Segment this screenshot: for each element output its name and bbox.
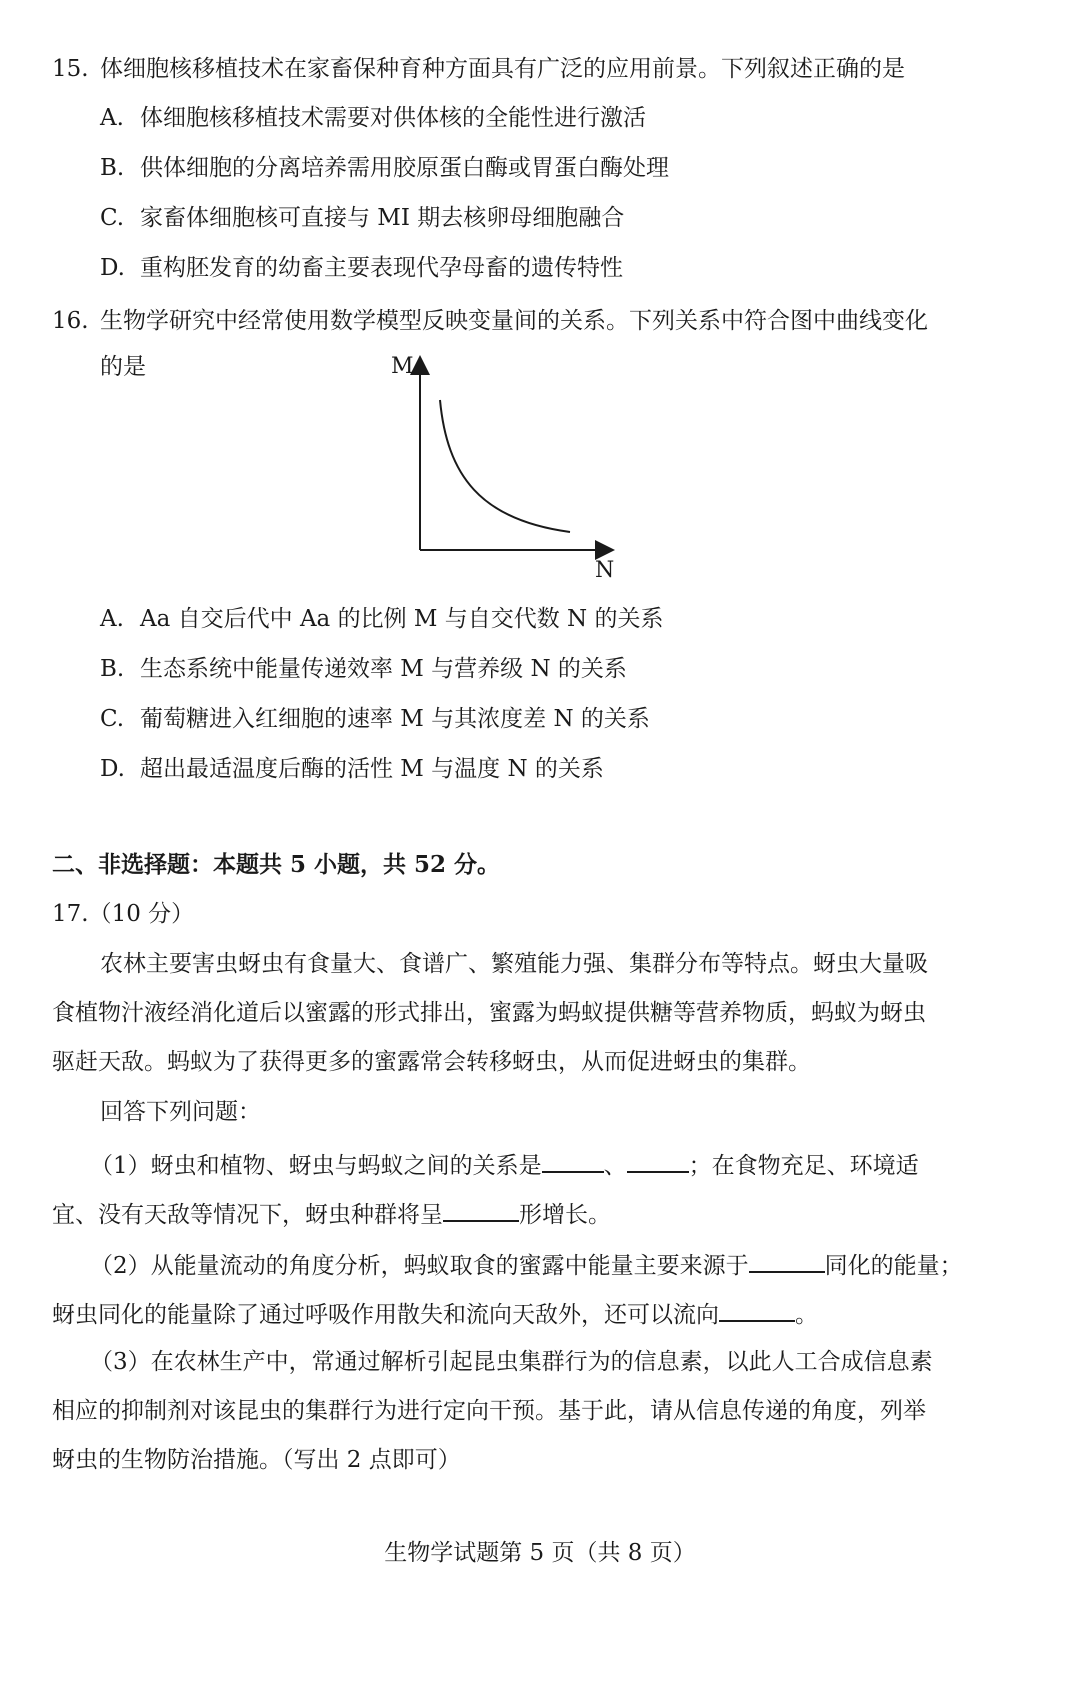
question-header: 17.（10 分） [52, 901, 195, 927]
option-text: 超出最适温度后酶的活性 M 与温度 N 的关系 [140, 756, 604, 782]
sub-question-2-line-1 [90, 1251, 963, 1278]
sub-question-1-line-1 [90, 1151, 919, 1178]
question-stem: 体细胞核移植技术在家畜保种育种方面具有广泛的应用前景。下列叙述正确的是 [100, 56, 905, 82]
sub-question-text: （2）从能量流动的角度分析，蚂蚁取食的蜜露中能量主要来源于 [90, 1253, 749, 1279]
sub-question-3-line-3: 蚜虫的生物防治措施。（写出 2 点即可） [52, 1447, 461, 1473]
option-text: 重构胚发育的幼畜主要表现代孕母畜的遗传特性 [140, 255, 623, 281]
paragraph-line: 农林主要害虫蚜虫有食量大、食谱广、繁殖能力强、集群分布等特点。蚜虫大量吸 [100, 951, 928, 977]
option-key: B. [100, 656, 125, 682]
sub-question-text: 宜、没有天敌等情况下，蚜虫种群将呈 [52, 1202, 443, 1228]
answer-prompt: 回答下列问题： [100, 1099, 261, 1125]
answer-blank[interactable] [627, 1151, 689, 1173]
decay-curve [440, 400, 570, 532]
option-text: 生态系统中能量传递效率 M 与营养级 N 的关系 [140, 656, 627, 682]
option-key: D. [100, 255, 125, 281]
sub-question-text: ；在食物充足、环境适 [688, 1153, 919, 1179]
x-axis-label: N [595, 558, 615, 583]
option-key: D. [100, 756, 125, 782]
answer-blank[interactable] [542, 1151, 604, 1173]
option-text: 体细胞核移植技术需要对供体核的全能性进行激活 [140, 105, 646, 131]
sub-question-text: 蚜虫同化的能量除了通过呼吸作用散失和流向天敌外，还可以流向 [52, 1302, 719, 1328]
answer-blank[interactable] [749, 1251, 825, 1273]
paragraph-line: 食植物汁液经消化道后以蜜露的形式排出，蜜露为蚂蚁提供糖等营养物质，蚂蚁为蚜虫 [52, 1000, 926, 1026]
sub-question-text: 形增长。 [519, 1202, 611, 1228]
option-key: A. [100, 105, 124, 131]
sub-question-text: （1）蚜虫和植物、蚜虫与蚂蚁之间的关系是 [90, 1153, 542, 1179]
sub-question-2-line-2 [52, 1300, 818, 1327]
question-number: 15. [52, 56, 89, 82]
option-key: A. [100, 606, 124, 632]
option-key: C. [100, 706, 125, 732]
option-text: 供体细胞的分离培养需用胶原蛋白酶或胃蛋白酶处理 [140, 155, 669, 181]
question-stem-line-1: 生物学研究中经常使用数学模型反映变量间的关系。下列关系中符合图中曲线变化 [100, 308, 928, 334]
option-key: C. [100, 205, 125, 231]
answer-blank[interactable] [719, 1300, 795, 1322]
question-stem-line-2: 的是 [100, 354, 146, 380]
sub-question-text: 。 [795, 1302, 818, 1328]
paragraph-line: 驱赶天敌。蚂蚁为了获得更多的蜜露常会转移蚜虫，从而促进蚜虫的集群。 [52, 1049, 811, 1075]
question-number: 16. [52, 308, 89, 334]
sub-question-1-line-2 [52, 1200, 611, 1227]
y-axis-label: M [391, 354, 414, 379]
sub-question-text: 、 [603, 1153, 627, 1179]
option-text: 葡萄糖进入红细胞的速率 M 与其浓度差 N 的关系 [140, 706, 650, 732]
answer-blank[interactable] [443, 1200, 519, 1222]
option-text: 家畜体细胞核可直接与 MⅠ 期去核卵母细胞融合 [140, 205, 625, 231]
page-footer: 生物学试题第 5 页（共 8 页） [384, 1540, 696, 1566]
section-heading: 二、非选择题：本题共 5 小题，共 52 分。 [52, 851, 501, 878]
sub-question-3-line-1: （3）在农林生产中，常通过解析引起昆虫集群行为的信息素，以此人工合成信息素 [90, 1349, 933, 1375]
sub-question-3-line-2: 相应的抑制剂对该昆虫的集群行为进行定向干预。基于此，请从信息传递的角度，列举 [52, 1398, 926, 1424]
curve-graph [385, 345, 645, 585]
option-key: B. [100, 155, 125, 181]
option-text: Aa 自交后代中 Aa 的比例 M 与自交代数 N 的关系 [140, 606, 664, 632]
sub-question-text: 同化的能量； [824, 1253, 963, 1279]
